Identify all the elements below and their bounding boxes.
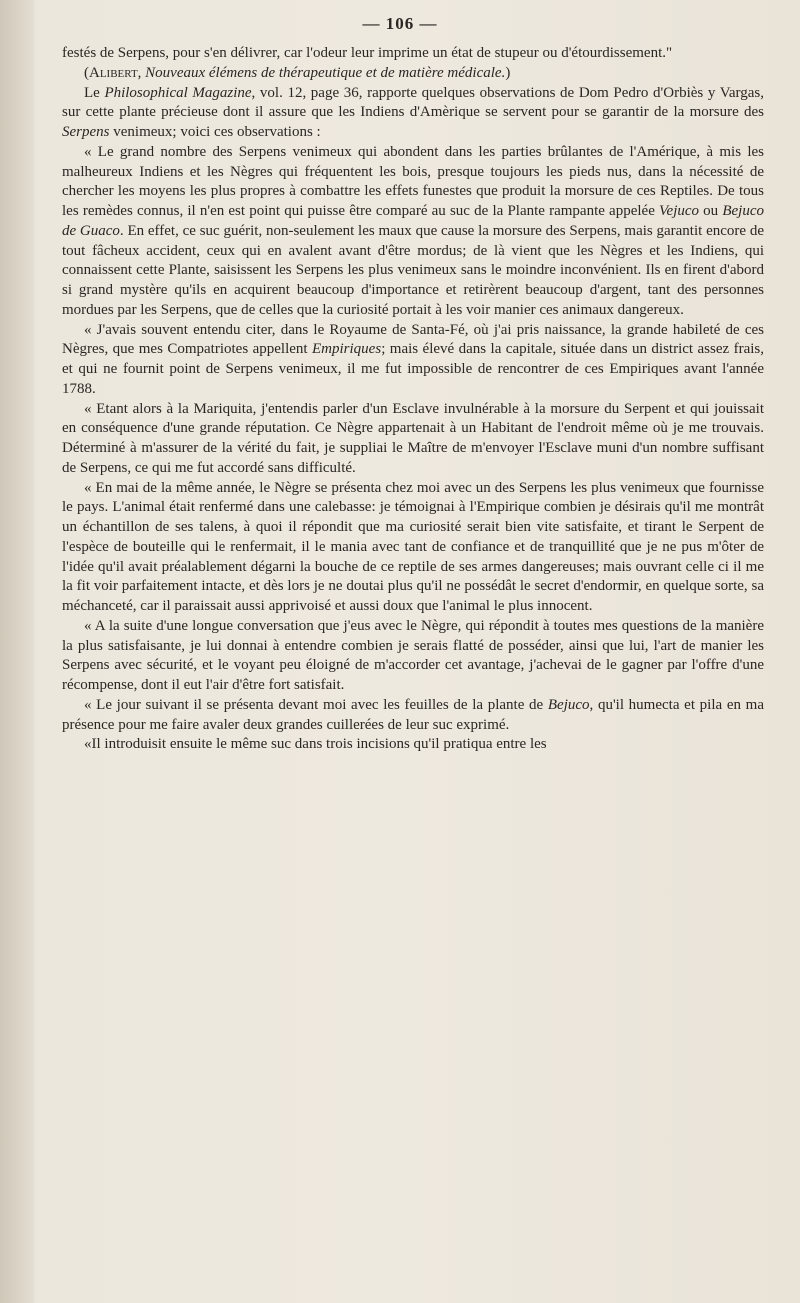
page-binding-shadow (0, 0, 34, 1303)
text-run: Le (84, 84, 105, 101)
text-run: ) (505, 64, 511, 81)
paragraph (62, 617, 764, 696)
paragraph (62, 143, 764, 321)
text-run: venimeux; voici ces observations : (109, 124, 321, 140)
small-caps-text: Alibert (89, 64, 138, 81)
italic-text: Nouveaux élémens de thérapeutique et de matière médicale. (145, 64, 506, 81)
paragraph (62, 321, 764, 400)
text-run: . En effet, ce suc guérit, non-seulement les maux que cause la morsure des Serpens, mais garantit encore de tout fâcheux accident, ceux qui en avalent avant d'être mordus; de là vient que les Nègres et les Indiens, qui connaissent cette Plante, saisissent les Serpens les plus venimeux sans le moindre inconvénient. Ils en firent d'abord si grand mystère qu'ils en acquirent beaucoup d'importance et retirèrent beaucoup d'argent, tant des personnes mordues par les Serpens, que de celles que la curiosité portait à les voir manier ces animaux dangereux. (62, 222, 764, 318)
paragraph (62, 400, 764, 479)
italic-text: Bejuco de Guaco (62, 203, 764, 239)
text-run: «Il introduisit ensuite le même suc dans trois incisions qu'il pratiqua entre les (84, 736, 547, 753)
text-run: festés de Serpens, pour s'en délivrer, car l'odeur leur imprime un état de stupeur ou d'étourdissement." (62, 45, 673, 61)
text-run: ; mais élevé dans la capitale, située dans un district assez frais, et qui ne fournit point de Serpens venimeux, il me fut impossible de rencontrer de ces Empiriques avant l'année 1788. (62, 341, 764, 397)
paragraph (62, 44, 764, 64)
paragraph (62, 696, 764, 736)
body-text (62, 44, 764, 755)
paragraph (62, 735, 764, 755)
page-number: — 106 — (362, 14, 438, 33)
text-run: « Le jour suivant il se présenta devant moi avec les feuilles de la plante de (84, 696, 548, 713)
italic-text: Vejuco (659, 203, 700, 219)
text-run: « Le grand nombre des Serpens venimeux qui abondent dans les parties brûlantes de l'Amérique, à mis les malheureux Indiens et les Nègres qui fréquentent les bois, presque toujours les pieds nus, dans la nécessité de chercher les moyens les plus propres à combattre les effets funestes que produit la morsure de ces Reptiles. De tous les remèdes connus, il n'en est point qui puisse être comparé au suc de la Plante rampante appelée (62, 143, 764, 219)
italic-text: Empiriques (312, 341, 382, 358)
text-run: ( (84, 64, 89, 81)
text-run: , vol. 12, page 36, rapporte quelques observations de Dom Pedro d'Orbiès y Vargas, sur cette plante précieuse dont il assure que les Indiens d'Amèrique se servent pour se garantir de la morsure des (62, 84, 764, 121)
text-run: « J'avais souvent entendu citer, dans le Royaume de Santa-Fé, où j'ai pris naissance, la grande habileté de ces Nègres, que mes Compatriotes appellent (62, 321, 764, 358)
paragraph (62, 84, 764, 143)
paragraph (62, 479, 764, 617)
italic-text: Philosophical Magazine (104, 84, 252, 101)
text-run: , (137, 64, 146, 81)
text-run: ou (699, 203, 723, 219)
italic-text: Serpens (62, 124, 110, 140)
text-run: « En mai de la même année, le Nègre se présenta chez moi avec un des Serpens les plus venimeux que fournisse le pays. L'animal était renfermé dans une calebasse: je témoignai à l'Empirique combien je désirais qu'il me montrât un échantillon de ses talens, à quoi il répondit que ma curiosité serait bien vite satisfaite, et tirant le Serpent de l'espèce de bouteille qui le renfermait, il le mania avec tant de confiance et de tranquillité que je ne pus m'ôter de l'idée qu'il avait préalablement dégarni la bouche de ce reptile de ses armes dangereuses; mais ouvrant celle ci il me la fit voir parfaitement intacte, et dès lors je ne doutai plus qu'il ne possédât le secret d'endormir, en quelque sorte, sa méchanceté, car il paraissait aussi apprivoisé et aussi doux que l'animal le plus innocent. (62, 479, 764, 614)
text-run: « A la suite d'une longue conversation que j'eus avec le Nègre, qui répondit à toutes mes questions de la manière la plus satisfaisante, je lui donnai à entendre combien je serais flatté de posséder, ainsi que lui, l'art de manier les Serpens avec sécurité, et le voyant peu éloigné de m'accorder cet avantage, j'achevai de le gagner par l'offre d'une récompense, dont il eut l'air d'être fort satisfait. (62, 617, 764, 693)
text-run: , qu'il humecta et pila en ma présence pour me faire avaler deux grandes cuillerées de leur suc exprimé. (62, 696, 764, 733)
paragraph (62, 64, 764, 84)
text-run: « Etant alors à la Mariquita, j'entendis parler d'un Esclave invulnérable à la morsure du Serpent et qui jouissait en conséquence d'une grande réputation. Ce Nègre appartenait à un Habitant de l'endroit même où je me trouvais. Déterminé à m'assurer de la vérité du fait, je suppliai le Maître de m'envoyer l'Esclave muni d'un nombre suffisant de Serpens, ce qui me fut accordé sans difficulté. (62, 400, 764, 476)
italic-text: Bejuco (547, 696, 590, 713)
